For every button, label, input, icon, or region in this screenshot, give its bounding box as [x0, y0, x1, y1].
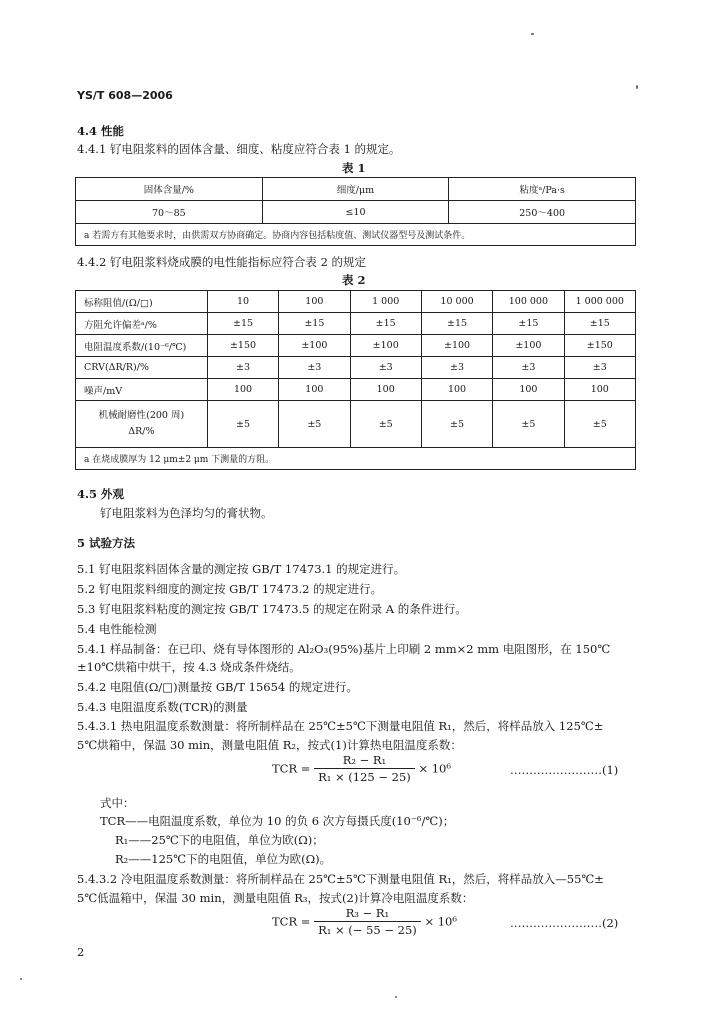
table2-row-label: CRV(ΔR/R)/% — [76, 357, 208, 379]
table2-cell: ±100 — [279, 335, 350, 357]
table2-cell: 10 — [207, 291, 278, 313]
table2-cell: 10 000 — [421, 291, 492, 313]
table2-row-label-line1: 机械耐磨性(200 周) — [98, 410, 185, 421]
table2-cell: ±100 — [421, 335, 492, 357]
table1-header-cell: 粘度ᵃ/Pa·s — [449, 178, 636, 201]
formula1-denominator: R₁ × (125 − 25) — [318, 770, 411, 784]
definition-tcr: TCR——电阻温度系数，单位为 10 的负 6 次方每摄氏度(10⁻⁶/℃)； — [100, 814, 455, 828]
table2-cell: 100 — [279, 379, 350, 401]
scan-speck — [20, 978, 22, 980]
table2-cell: ±3 — [421, 357, 492, 379]
table2-cell: 100 — [279, 291, 350, 313]
formula2-fraction — [314, 906, 421, 937]
formula1-number: ……………………(1) — [510, 763, 619, 777]
formula1-multiplier: × 10⁶ — [418, 761, 451, 776]
standard-number: YS/T 608—2006 — [77, 89, 173, 102]
table-1 — [75, 177, 636, 246]
table2-cell: ±3 — [279, 357, 350, 379]
table2-cell: 100 — [421, 379, 492, 401]
table1-title: 表 1 — [342, 161, 366, 175]
table2-cell: ±5 — [493, 401, 564, 448]
table1-cell: 70～85 — [76, 201, 263, 224]
table2-cell: ±5 — [564, 401, 635, 448]
table2-cell: ±150 — [564, 335, 635, 357]
formula2-denominator: R₁ × (− 55 − 25) — [318, 923, 417, 937]
table2-cell: 1 000 000 — [564, 291, 635, 313]
clause-4-4-2: 4.4.2 钌电阻浆料烧成膜的电性能指标应符合表 2 的规定 — [77, 255, 367, 269]
scan-speck — [395, 996, 397, 998]
formula2-numerator: R₃ − R₁ — [314, 906, 421, 922]
table2-row-label: 方阻允许偏差ᵃ/% — [76, 313, 208, 335]
table2-cell: ±5 — [350, 401, 421, 448]
table2-row-label: 噪声/mV — [76, 379, 208, 401]
clause-4-4-1: 4.4.1 钌电阻浆料的固体含量、细度、粘度应符合表 1 的规定。 — [77, 142, 401, 156]
table2-cell: 100 — [207, 379, 278, 401]
formula-1 — [272, 753, 451, 784]
table2-cell: ±3 — [493, 357, 564, 379]
table2-footnote: a 在烧成膜厚为 12 μm±2 μm 下测量的方阻。 — [76, 448, 636, 470]
appearance-text: 钌电阻浆料为色泽均匀的膏状物。 — [100, 506, 273, 520]
formula2-number: ……………………(2) — [510, 916, 619, 930]
table2-row-label — [76, 401, 208, 448]
table2-cell: ±15 — [207, 313, 278, 335]
table2-cell: ±3 — [564, 357, 635, 379]
section-4-4-heading: 4.4 性能 — [77, 124, 125, 138]
table2-cell: ±5 — [279, 401, 350, 448]
table2-title: 表 2 — [342, 273, 366, 287]
table2-cell: 1 000 — [350, 291, 421, 313]
formula2-multiplier: × 10⁶ — [424, 914, 457, 929]
table2-cell: 100 — [350, 379, 421, 401]
formula2-lhs: TCR = — [272, 914, 311, 929]
section-5-heading: 5 试验方法 — [77, 536, 136, 550]
clause-5-4-3: 5.4.3 电阻温度系数(TCR)的测量 — [77, 700, 248, 714]
table2-cell: ±150 — [207, 335, 278, 357]
table2-cell: ±3 — [350, 357, 421, 379]
definition-r1: R₁——25℃下的电阻值，单位为欧(Ω)； — [115, 833, 324, 847]
formula-2 — [272, 906, 457, 937]
clause-5-4-3-1-line2: 5℃烘箱中，保温 30 min，测量电阻值 R₂，按式(1)计算热电阻温度系数： — [77, 738, 462, 752]
clause-5-1: 5.1 钌电阻浆料固体含量的测定按 GB/T 17473.1 的规定进行。 — [77, 562, 406, 576]
table1-cell: ≤10 — [262, 201, 449, 224]
clause-5-2: 5.2 钌电阻浆料细度的测定按 GB/T 17473.2 的规定进行。 — [77, 582, 383, 596]
clause-5-4-1-line2: ±10℃烘箱中烘干，按 4.3 烧成条件烧结。 — [77, 660, 301, 674]
table2-cell: ±5 — [207, 401, 278, 448]
table2-cell: ±5 — [421, 401, 492, 448]
table-2 — [75, 290, 636, 470]
definition-r2: R₂——125℃下的电阻值，单位为欧(Ω)。 — [115, 852, 332, 866]
table2-cell: 100 — [493, 379, 564, 401]
table2-cell: ±3 — [207, 357, 278, 379]
table2-cell: 100 — [564, 379, 635, 401]
clause-5-4-1-line1: 5.4.1 样品制备：在已印、烧有导体图形的 Al₂O₃(95%)基片上印刷 2 mm×2 mm 电阻图形，在 150℃ — [77, 642, 611, 656]
table1-cell: 250～400 — [449, 201, 636, 224]
clause-5-4-3-2-line2: 5℃低温箱中，保温 30 min，测量电阻值 R₃，按式(2)计算冷电阻温度系数： — [77, 891, 474, 905]
table2-cell: ±15 — [493, 313, 564, 335]
scan-speck — [531, 33, 534, 35]
section-4-5-heading: 4.5 外观 — [77, 487, 125, 501]
table1-header-cell: 细度/μm — [262, 178, 449, 201]
formula1-fraction — [314, 753, 415, 784]
where-label: 式中： — [100, 796, 135, 810]
table2-row-label: 标称阻值/(Ω/□) — [76, 291, 208, 313]
clause-5-3: 5.3 钌电阻浆料粘度的测定按 GB/T 17473.5 的规定在附录 A 的条件进行。 — [77, 602, 467, 616]
clause-5-4-3-2-line1: 5.4.3.2 冷电阻温度系数测量：将所制样品在 25℃±5℃下测量电阻值 R₁，然后，将样品放入—55℃± — [77, 872, 604, 886]
clause-5-4-3-1-line1: 5.4.3.1 热电阻温度系数测量：将所制样品在 25℃±5℃下测量电阻值 R₁，然后，将样品放入 125℃± — [77, 719, 604, 733]
table2-cell: ±15 — [279, 313, 350, 335]
table2-cell: ±15 — [350, 313, 421, 335]
clause-5-4: 5.4 电性能检测 — [77, 622, 157, 636]
table2-row-label: 电阻温度系数/(10⁻⁶/℃) — [76, 335, 208, 357]
formula1-numerator: R₂ − R₁ — [314, 753, 415, 769]
table2-cell: ±15 — [564, 313, 635, 335]
scan-speck — [636, 85, 638, 89]
table2-cell: 100 000 — [493, 291, 564, 313]
table2-cell: ±100 — [493, 335, 564, 357]
table2-cell: ±100 — [350, 335, 421, 357]
page-number: 2 — [77, 945, 85, 959]
formula1-lhs: TCR = — [272, 761, 311, 776]
table1-footnote: a 若需方有其他要求时，由供需双方协商确定。协商内容包括粘度值、测试仪器型号及测试条件。 — [76, 224, 636, 246]
table2-row-label-line2: ΔR/% — [128, 426, 155, 437]
table1-header-cell: 固体含量/% — [76, 178, 263, 201]
clause-5-4-2: 5.4.2 电阻值(Ω/□)测量按 GB/T 15654 的规定进行。 — [77, 680, 358, 694]
table2-cell: ±15 — [421, 313, 492, 335]
